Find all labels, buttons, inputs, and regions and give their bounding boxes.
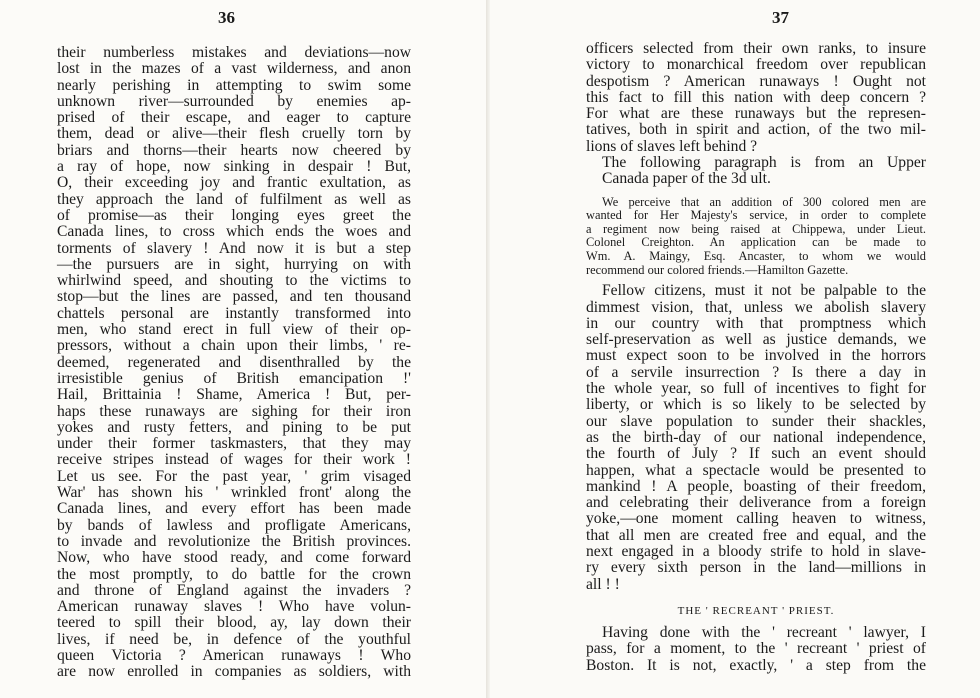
text-line: haps these runaways are sighing for their iron	[57, 402, 411, 420]
text-line: briars and thorns—their hearts now cheered by	[57, 141, 411, 159]
text-line: War' has shown his ' wrinkled front' along the	[57, 484, 411, 502]
text-line: of promise—as their longing eyes greet the	[57, 206, 411, 224]
text-line: men, who stand erect in full view of their op-	[57, 321, 411, 339]
text-line: stop—but the lines are passed, and ten thousand	[57, 288, 411, 306]
text-line: American runaway slaves ! Who have volun-	[57, 598, 411, 616]
text-line: unknown river—surrounded by enemies ap-	[57, 92, 411, 110]
text-line: them, dead or alive—their flesh cruelly torn by	[57, 125, 411, 143]
text-line: Canada lines, and every effort has been made	[57, 500, 411, 518]
text-line: by bands of lawless and profligate Americans,	[57, 516, 411, 534]
text-line: happen, what a spectacle would be presented to	[586, 461, 926, 479]
text-line: despotism ? American runaways ! Ought not	[586, 72, 926, 90]
text-line: chattels personal are instantly transformed into	[57, 304, 411, 322]
text-line: officers selected from their own ranks, to insure	[586, 40, 926, 57]
text-line: O, their exceeding joy and frantic exultation, as	[57, 174, 411, 192]
text-line: must expect soon to be involved in the horrors	[586, 347, 926, 365]
text-line: pass, for a moment, to the ' recreant ' priest of	[586, 640, 926, 658]
text-line: Let us see. For the past year, ' grim visaged	[57, 467, 411, 485]
text-line: lost in the mazes of a vast wilderness, and anon	[57, 60, 411, 78]
paragraph-4	[586, 625, 926, 674]
text-line: lives, if need be, in defence of the youthful	[57, 630, 411, 648]
text-line: irresistible genius of British emancipation !'	[57, 369, 411, 387]
text-line: Having done with the ' recreant ' lawyer, I	[602, 624, 926, 642]
text-line: Boston. It is not, exactly, ' a step from the	[586, 656, 926, 674]
text-line: liberty, or which is so likely to be selected by	[586, 396, 926, 414]
text-line: Canada lines, to cross which ends the woes and	[57, 223, 411, 241]
text-line: Wm. A. Maingy, Esq. Ancaster, to whom we would	[586, 249, 926, 264]
text-line: as the birth-day of our national independence,	[586, 428, 926, 446]
paragraph-2	[586, 155, 926, 188]
text-line: tatives, both in spirit and action, of the two mil-	[586, 121, 926, 139]
left-page-text	[57, 45, 411, 681]
text-line: dimmest vision, that, unless we abolish slavery	[586, 298, 926, 316]
text-line: whirlwind speed, and shouting to the victims to	[57, 272, 411, 290]
text-line: are now enrolled in companies as soldiers, with	[57, 663, 411, 681]
text-line: prised of their escape, and eager to capture	[57, 109, 411, 127]
text-line: deemed, regenerated and disenthralled by the	[57, 353, 411, 371]
text-line: all ! !	[586, 575, 620, 593]
text-line: under their former taskmasters, that they may	[57, 435, 411, 453]
text-line: torments of slavery ! And now it is but a step	[57, 239, 411, 257]
paragraph-1	[586, 41, 926, 155]
text-line: next engaged in a bloody strife to hold in slave-	[586, 542, 926, 560]
text-line: ry every sixth person in the land—millions in	[586, 559, 926, 577]
text-line: the most promptly, to do battle for the crown	[57, 565, 411, 583]
section-heading: THE ' RECREANT ' PRIEST.	[677, 604, 835, 617]
text-line: nearly perishing in attempting to swim some	[57, 76, 411, 94]
text-line: yokes and rusty fetters, and pining to be put	[57, 418, 411, 436]
text-line: wanted for Her Majesty's service, in order to complete	[586, 208, 926, 223]
text-line: We perceive that an addition of 300 colored men are	[602, 194, 926, 209]
page-number-right: 37	[772, 8, 789, 27]
text-line: of a servile insurrection ? Is there a day in	[586, 363, 926, 381]
text-line: queen Victoria ? American runaways ! Who	[57, 646, 411, 664]
text-line: mankind ! A people, boasting of their freedom,	[586, 477, 926, 495]
text-line: recommend our colored friends.—Hamilton Gazette.	[586, 262, 849, 277]
text-line: Colonel Creighton. An application can be made to	[586, 235, 926, 250]
text-line: that all men are created free and equal, and the	[586, 526, 926, 544]
text-line: pressors, without a chain upon their limbs, ' re-	[57, 337, 411, 355]
text-line: they approach the land of fulfilment as well as	[57, 190, 411, 208]
text-line: the fourth of July ? If such an event should	[586, 445, 926, 463]
page-number-left: 36	[218, 8, 235, 27]
paragraph-3	[586, 283, 926, 593]
text-line: receive stripes instead of wages for their work !	[57, 451, 411, 469]
text-line: Hail, Brittainia ! Shame, America ! But, per-	[57, 386, 411, 404]
text-line: our slave population to sunder their shackles,	[586, 412, 926, 430]
newspaper-quote	[586, 196, 926, 278]
right-page-text	[586, 41, 926, 674]
text-line: —the pursuers are in sight, hurrying on with	[57, 255, 411, 273]
text-line: For what are these runaways but the represen-	[586, 105, 926, 123]
text-line: their numberless mistakes and deviations—now	[57, 44, 411, 61]
text-line: a regiment now being raised at Chippewa, under Lieut.	[586, 221, 926, 236]
text-line: teered to spill their blood, ay, lay down their	[57, 614, 411, 632]
text-line: and celebrating their deliverance from a foreign	[586, 494, 926, 512]
text-line: and throne of England against the invaders ?	[57, 581, 411, 599]
text-line: the whole year, so full of incentives to fight for	[586, 380, 926, 398]
right-page	[490, 0, 980, 698]
text-line: The following paragraph is from an Upper	[602, 154, 926, 172]
text-line: self-preservation as well as justice demands, we	[586, 331, 926, 349]
text-line: Fellow citizens, must it not be palpable to the	[602, 282, 926, 300]
text-line: Canada paper of the 3d ult.	[602, 170, 771, 188]
text-line: lions of slaves left behind ?	[586, 137, 758, 155]
text-line: a ray of hope, now sinking in despair ! But,	[57, 158, 411, 176]
text-line: to invade and revolutionize the British provinces.	[57, 532, 411, 550]
text-line: Now, who have stood ready, and come forward	[57, 549, 411, 567]
text-line: in our country with that promptness which	[586, 314, 926, 332]
text-line: victory to monarchical freedom over republican	[586, 56, 926, 74]
text-line: this fact to fill this nation with deep concern ?	[586, 88, 926, 106]
text-line: yoke,—one moment calling heaven to witness,	[586, 510, 926, 528]
